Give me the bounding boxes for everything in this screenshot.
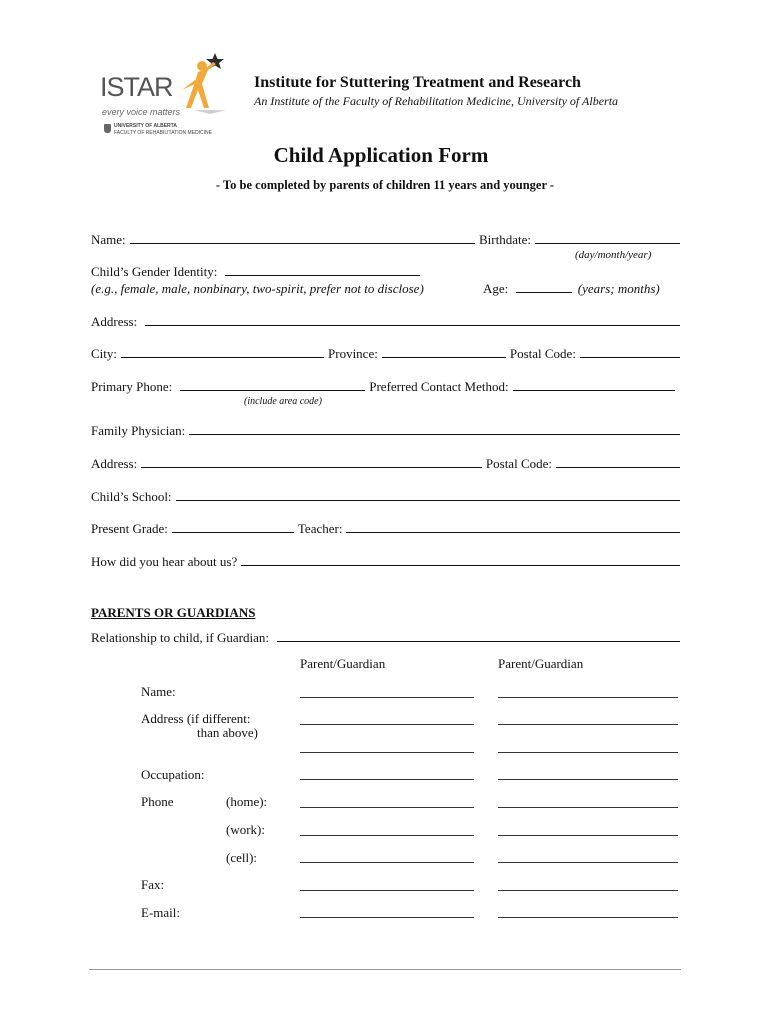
physician-address-field[interactable] xyxy=(141,457,482,468)
parent2-email-field[interactable] xyxy=(498,917,678,918)
relationship-label: Relationship to child, if Guardian: xyxy=(91,630,269,645)
parent1-fax-field[interactable] xyxy=(300,890,474,891)
parent2-phone-cell-field[interactable] xyxy=(498,862,678,863)
city-row xyxy=(91,346,680,362)
parent-phone-label: Phone xyxy=(141,794,174,809)
age-row xyxy=(483,281,660,297)
parent1-occupation-field[interactable] xyxy=(300,779,474,780)
relationship-field[interactable] xyxy=(277,631,680,642)
form-subtitle: - To be completed by parents of children 11 years and younger - xyxy=(215,178,555,192)
postal-code-field[interactable] xyxy=(580,347,680,358)
parent-address-label-2: than above) xyxy=(197,725,259,740)
school-label: Child’s School: xyxy=(91,489,172,504)
logo-uni-line2: FACULTY OF REHABILITATION MEDICINE xyxy=(114,130,212,136)
relationship-row xyxy=(91,630,680,646)
school-field[interactable] xyxy=(176,490,680,501)
teacher-field[interactable] xyxy=(346,522,680,533)
parent1-address-field-1[interactable] xyxy=(300,724,474,725)
grade-row xyxy=(91,521,680,537)
logo-tagline: every voice matters xyxy=(102,107,181,117)
gender-row xyxy=(91,264,420,280)
age-label: Age: xyxy=(483,281,509,296)
parent1-phone-home-field[interactable] xyxy=(300,807,474,808)
university-crest-icon xyxy=(104,124,111,133)
name-field[interactable] xyxy=(130,233,475,244)
column-header-2: Parent/Guardian xyxy=(498,656,584,671)
primary-phone-label: Primary Phone: xyxy=(91,379,173,394)
gender-hint: (e.g., female, male, nonbinary, two-spirit, prefer not to disclose) xyxy=(91,281,424,296)
school-row xyxy=(91,489,680,505)
age-hint: (years; months) xyxy=(577,281,660,296)
family-physician-label: Family Physician: xyxy=(91,423,186,438)
parent-address-label-1: Address (if different: xyxy=(141,711,251,726)
parent-phone-home-label: (home): xyxy=(226,794,268,809)
hear-about-field[interactable] xyxy=(241,555,680,566)
parent1-name-field[interactable] xyxy=(300,697,474,698)
family-physician-field[interactable] xyxy=(189,424,680,435)
column-header-1: Parent/Guardian xyxy=(300,656,386,671)
name-label: Name: xyxy=(91,232,126,247)
physician-address-label: Address: xyxy=(91,456,138,471)
parent2-address-field-1[interactable] xyxy=(498,724,678,725)
parent1-phone-work-field[interactable] xyxy=(300,835,474,836)
parent2-phone-work-field[interactable] xyxy=(498,835,678,836)
parent1-address-field-2[interactable] xyxy=(300,752,474,753)
parents-heading: PARENTS OR GUARDIANS xyxy=(91,605,256,620)
birthdate-label: Birthdate: xyxy=(479,232,531,247)
city-label: City: xyxy=(91,346,118,361)
footer-divider xyxy=(89,969,681,970)
logo-wordmark: ISTAR xyxy=(100,72,173,102)
city-field[interactable] xyxy=(121,347,324,358)
gender-label: Child’s Gender Identity: xyxy=(91,264,218,279)
parent2-phone-home-field[interactable] xyxy=(498,807,678,808)
parent2-fax-field[interactable] xyxy=(498,890,678,891)
physician-row xyxy=(91,423,680,439)
address-row xyxy=(91,314,680,330)
age-field[interactable] xyxy=(516,282,572,293)
birthdate-hint: (day/month/year) xyxy=(575,249,652,261)
parent1-email-field[interactable] xyxy=(300,917,474,918)
hear-about-label: How did you hear about us? xyxy=(91,554,238,569)
parent-phone-cell-label: (cell): xyxy=(226,850,258,865)
gender-field[interactable] xyxy=(225,265,420,276)
primary-phone-field[interactable] xyxy=(180,380,365,391)
org-name: Institute for Stuttering Treatment and Research xyxy=(254,74,581,91)
preferred-contact-label: Preferred Contact Method: xyxy=(369,379,509,394)
parent-email-label: E-mail: xyxy=(141,905,180,920)
logo-uni-line1: UNIVERSITY OF ALBERTA xyxy=(114,123,177,129)
preferred-contact-field[interactable] xyxy=(513,380,675,391)
address-field[interactable] xyxy=(145,315,680,326)
province-field[interactable] xyxy=(382,347,506,358)
phone-hint: (include area code) xyxy=(244,396,322,407)
physician-address-row xyxy=(91,456,680,472)
parent-phone-work-label: (work): xyxy=(226,822,265,837)
istar-logo xyxy=(98,50,248,140)
org-subtitle: An Institute of the Faculty of Rehabilitation Medicine, University of Alberta xyxy=(254,94,619,108)
parent-fax-label: Fax: xyxy=(141,877,165,892)
parent2-name-field[interactable] xyxy=(498,697,678,698)
page-title: Child Application Form xyxy=(273,143,489,167)
teacher-label: Teacher: xyxy=(297,521,343,536)
grade-field[interactable] xyxy=(172,522,294,533)
physician-postal-field[interactable] xyxy=(556,457,680,468)
parent2-occupation-field[interactable] xyxy=(498,779,678,780)
province-label: Province: xyxy=(328,346,378,361)
hear-about-row xyxy=(91,554,680,570)
postal-code-label: Postal Code: xyxy=(509,346,576,361)
phone-row xyxy=(91,379,675,395)
physician-postal-label: Postal Code: xyxy=(485,456,552,471)
parent-occupation-label: Occupation: xyxy=(141,767,205,782)
grade-label: Present Grade: xyxy=(91,521,168,536)
parent-name-label: Name: xyxy=(141,684,176,699)
parent2-address-field-2[interactable] xyxy=(498,752,678,753)
birthdate-field[interactable] xyxy=(535,233,680,244)
name-birthdate-row xyxy=(91,232,680,248)
address-label: Address: xyxy=(91,314,138,329)
parent1-phone-cell-field[interactable] xyxy=(300,862,474,863)
